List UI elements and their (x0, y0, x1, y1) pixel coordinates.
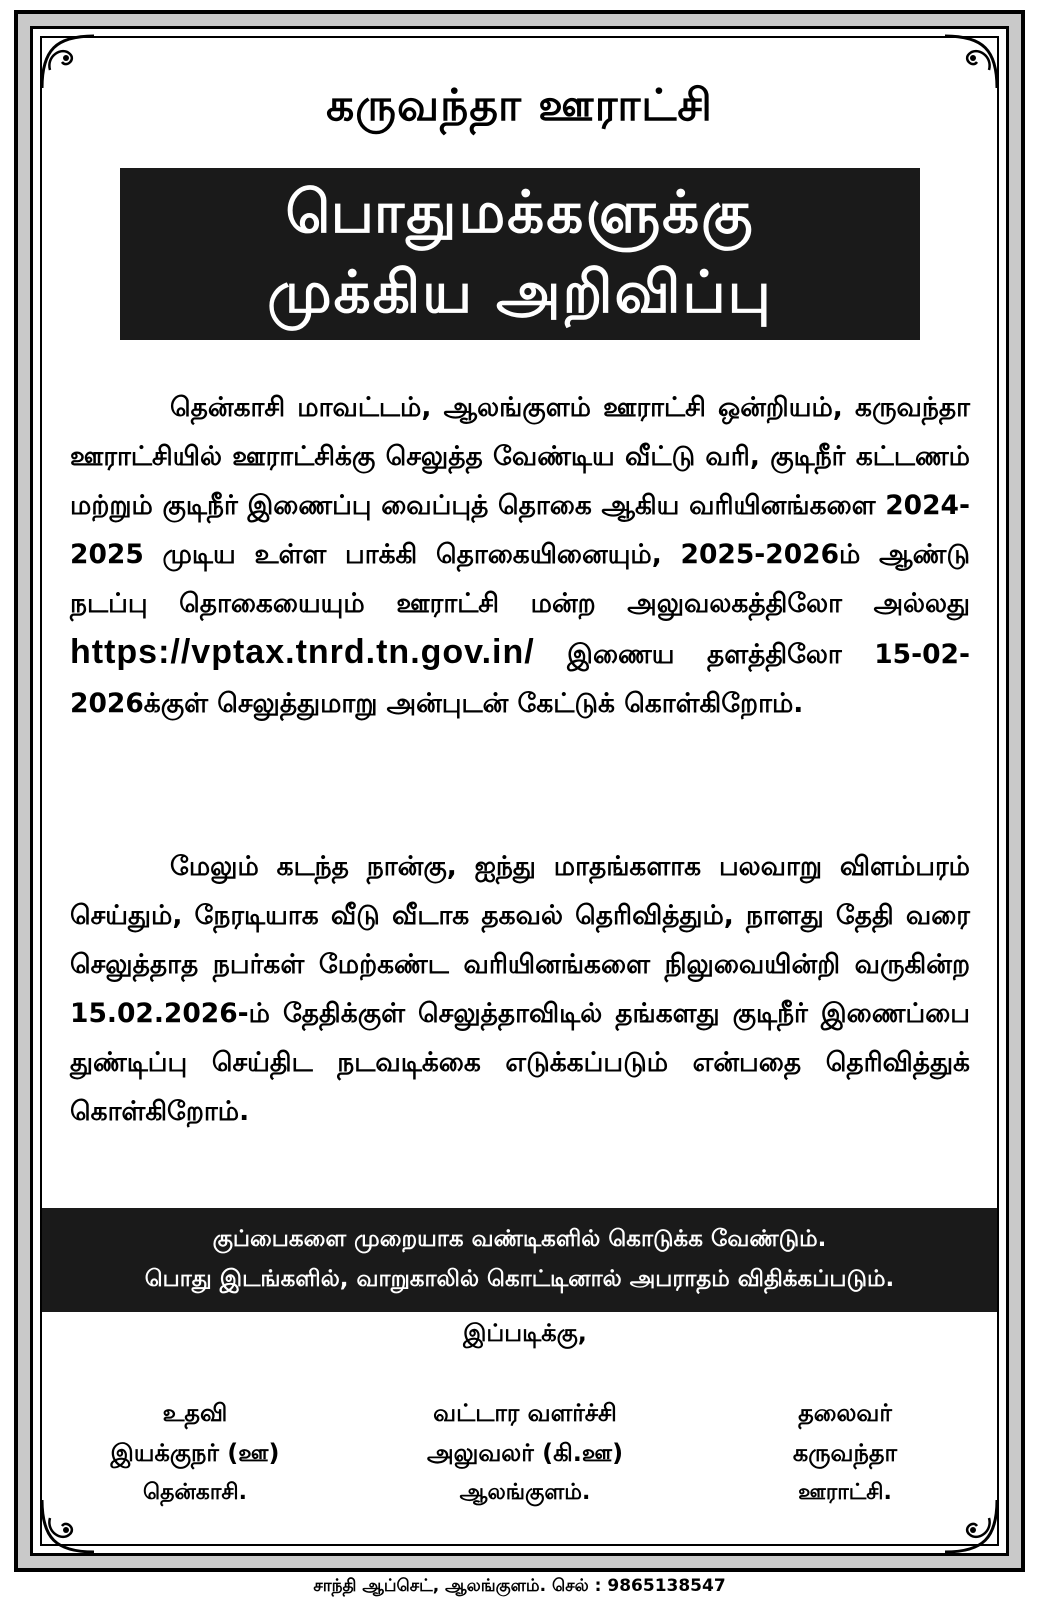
headline-line2: முக்கிய அறிவிப்பு (267, 258, 773, 326)
sig-left-line1: உதவி (162, 1399, 228, 1427)
paragraph-payment-request (70, 383, 970, 728)
sig-right-line1: தலைவர் (798, 1399, 892, 1427)
para2-text: மேலும் கடந்த நான்கு, ஐந்து மாதங்களாக பலவாறு விளம்பரம் செய்தும், நேரடியாக வீடு வீடாக தகவல் தெரிவித்தும், நாளது தேதி வரை செலுத்தாத நபர்கள் மேற்கண்ட வரியினங்களை நிலுவையின்றி வருகின்ற 15.02.2026-ம் தேதிக்குள் செலுத்தாவிடில் தங்களது குடிநீர் இணைப்பை துண்டிப்பு செய்திட நடவடிக்கை எடுக்கப்படும் என்பதை தெரிவித்துக் கொள்கிறோம். (70, 851, 970, 1127)
sig-mid-intro: இப்படிக்கு, (463, 1319, 587, 1347)
headline-box (120, 168, 920, 340)
paragraph-disconnection-warning (70, 842, 970, 1136)
signature-block-development-officer (375, 1313, 675, 1513)
signature-assistant-director (70, 1393, 320, 1513)
sig-mid-place: ஆலங்குளம். (459, 1480, 591, 1505)
printer-credit: சாந்தி ஆப்செட், ஆலங்குளம். செல் : 9865138547 (313, 1576, 726, 1596)
sig-mid-line2: அலுவலர் (கி.ஊ) (426, 1439, 624, 1467)
sig-right-line2: கருவந்தா (792, 1439, 898, 1467)
para1-text-a: தென்காசி மாவட்டம், ஆலங்குளம் ஊராட்சி ஒன்றியம், கருவந்தா ஊராட்சியில் ஊராட்சிக்கு செலுத்த வேண்டிய வீட்டு வரி, குடிநீர் கட்டணம் மற்றும் குடிநீர் இணைப்பு வைப்புத் தொகை ஆகிய வரியினங்களை 2024-2025 முடிய உள்ள பாக்கி தொகையினையும், 2025-2026ம் ஆண்டு நடப்பு தொகையையும் ஊராட்சி மன்ற அலுவலகத்திலோ அல்லது (70, 392, 970, 619)
signature-president (720, 1393, 970, 1513)
sig-left-place: தென்காசி. (143, 1480, 247, 1505)
garbage-notice-bar (42, 1208, 997, 1312)
notice-line1: குப்பைகளை முறையாக வண்டிகளில் கொடுக்க வேண்டும். (212, 1226, 827, 1252)
sig-left-line2: இயக்குநர் (ஊ) (110, 1439, 280, 1467)
notice-line2: பொது இடங்களில், வாறுகாலில் கொட்டினால் அபராதம் விதிக்கப்படும். (144, 1266, 895, 1292)
sig-right-place: ஊராட்சி. (798, 1480, 892, 1505)
sig-mid-line1: வட்டார வளர்ச்சி (433, 1399, 617, 1427)
para1-text-b: இணைய தளத்திலோ 15-02-2026க்குள் செலுத்துமாறு அன்புடன் கேட்டுக் கொள்கிறோம். (70, 639, 970, 719)
headline-line1: பொதுமக்களுக்கு (285, 178, 755, 246)
tax-website-link[interactable]: https://vptax.tnrd.tn.gov.in/ (70, 633, 535, 671)
org-title: கருவந்தா ஊராட்சி (326, 80, 713, 131)
